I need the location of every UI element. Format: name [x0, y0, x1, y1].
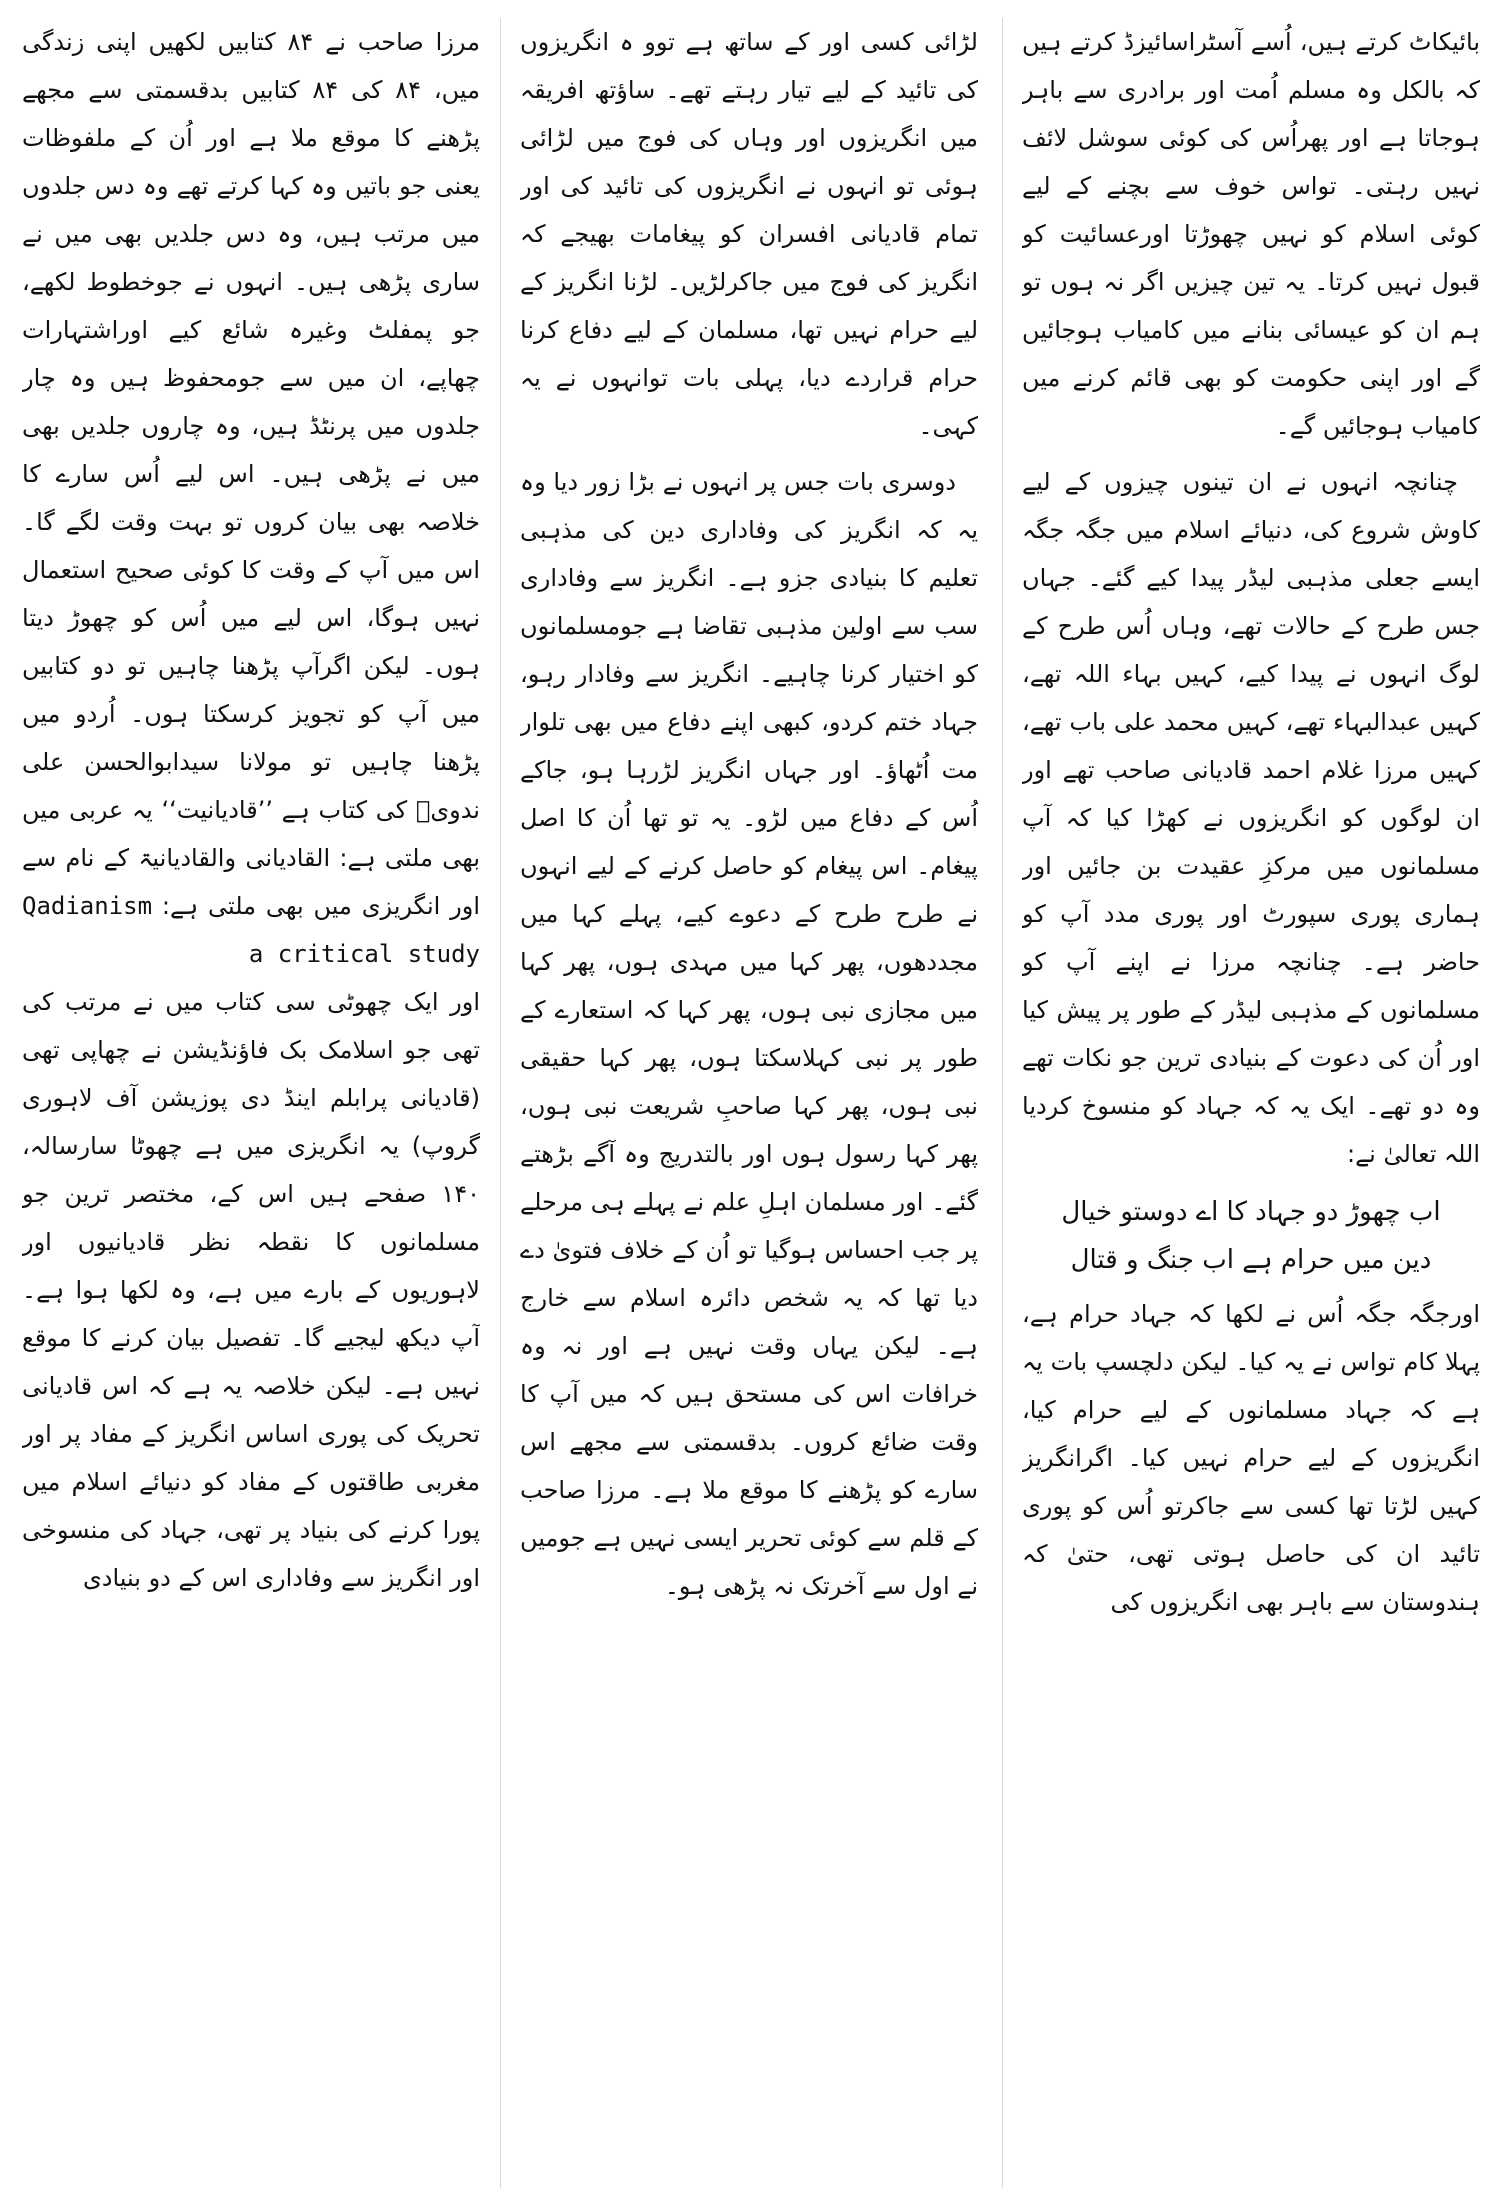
- paragraph: اور ایک چھوٹی سی کتاب میں نے مرتب کی تھی جو اسلامک بک فاؤنڈیشن نے چھاپی تھی (قادیانی پرابلم اینڈ دی پوزیشن آف لاہوری گروپ) یہ انگریزی میں ہے چھوٹا سارسالہ، ۱۴۰ صفحے ہیں اس کے، مختصر ترین جو مسلمانوں کا نقطہ نظر قادیانیوں اور لاہوریوں کے بارے میں ہے، وہ لکھا ہوا ہے۔ آپ دیکھ لیجیے گا۔ تفصیل بیان کرنے کا موقع نہیں ہے۔ لیکن خلاصہ یہ ہے کہ اس قادیانی تحریک کی پوری اساس انگریز کے مفاد پر اور مغربی طاقتوں کے مفاد کو دنیائے اسلام میں پورا کرنے کی بنیاد پر تھی، جہاد کی منسوخی اور انگریز سے وفاداری اس کے دو بنیادی: [22, 988, 480, 1592]
- paragraph-text: مرزا صاحب نے ۸۴ کتابیں لکھیں اپنی زندگی میں، ۸۴ کی ۸۴ کتابیں بدقسمتی سے مجھے پڑھنے کا موقع ملا ہے اور اُن کے ملفوظات یعنی جو باتیں وہ کہا کرتے تھے وہ دس جلدوں میں مرتب ہیں، وہ دس جلدیں بھی میں نے ساری پڑھی ہیں۔ انہوں نے جوخطوط لکھے، جو پمفلٹ وغیرہ شائع کیے اوراشتہارات چھاپے، ان میں سے جومحفوظ ہیں وہ چار جلدوں میں پرنٹڈ ہیں، وہ چاروں جلدیں بھی میں نے پڑھی ہیں۔ اس لیے اُس سارے کا خلاصہ بھی بیان کروں تو بہت وقت لگے گا۔ اس میں آپ کے وقت کا کوئی صحیح استعمال نہیں ہوگا، اس لیے میں اُس کو چھوڑ دیتا ہوں۔ لیکن اگرآپ پڑھنا چاہیں تو دو کتابیں میں آپ کو تجویز کرسکتا ہوں۔ اُردو میں پڑھنا چاہیں تو مولانا سیدابوالحسن علی ندویؒ کی کتاب ہے ’’قادیانیت‘‘ یہ عربی میں بھی ملتی ہے: القادیانی والقادیانیۃ کے نام سے اور انگریزی میں بھی ملتی ہے:: [22, 28, 480, 920]
- paragraph: اورجگہ جگہ اُس نے لکھا کہ جہاد حرام ہے، پہلا کام تواس نے یہ کیا۔ لیکن دلچسپ بات یہ ہے کہ جہاد مسلمانوں کے لیے حرام کیا، انگریزوں کے لیے حرام نہیں کیا۔ اگرانگریز کہیں لڑتا تھا کسی سے جاکرتو اُس کو پوری تائید ان کی حاصل ہوتی تھی، حتیٰ کہ ہندوستان سے باہر بھی انگریزوں کی: [1022, 1300, 1480, 1616]
- poem-verse: [1022, 1188, 1480, 1284]
- column-divider: [500, 18, 501, 2188]
- text-column-right: [1022, 18, 1480, 2188]
- paragraph: [22, 18, 480, 978]
- paragraph: لڑائی کسی اور کے ساتھ ہے توو ہ انگریزوں کی تائید کے لیے تیار رہتے تھے۔ ساؤتھ افریقہ میں انگریزوں اور وہاں کی فوج میں لڑائی ہوئی تو انہوں نے انگریزوں کی تائید کی اور تمام قادیانی افسران کو پیغامات بھیجے کہ انگریز کی فوج میں جاکرلڑیں۔ لڑنا انگریز کے لیے حرام نہیں تھا، مسلمان کے لیے دفاع کرنا حرام قراردے دیا، پہلی بات توانہوں نے یہ کہی۔: [520, 28, 978, 440]
- column-divider: [1002, 18, 1003, 2188]
- paragraph: بائیکاٹ کرتے ہیں، اُسے آسٹراسائیزڈ کرتے ہیں کہ بالکل وہ مسلم اُمت اور برادری سے باہر ہوجاتا ہے اور پھراُس کی کوئی سوشل لائف نہیں رہتی۔ تواس خوف سے بچنے کے لیے کوئی اسلام کو نہیں چھوڑتا اورعسائیت کو قبول نہیں کرتا۔ یہ تین چیزیں اگر نہ ہوں تو ہم ان کو عیسائی بنانے میں کامیاب ہوجائیں گے اور اپنی حکومت کو بھی قائم کرنے میں کامیاب ہوجائیں گے۔: [1022, 28, 1480, 440]
- paragraph: چنانچہ انہوں نے ان تینوں چیزوں کے لیے کاوش شروع کی، دنیائے اسلام میں جگہ جگہ ایسے جعلی مذہبی لیڈر پیدا کیے گئے۔ جہاں جس طرح کے حالات تھے، وہاں اُس طرح کے لوگ انہوں نے پیدا کیے، کہیں بہاء اللہ تھے، کہیں عبدالبہاء تھے، کہیں محمد علی باب تھے، کہیں مرزا غلام احمد قادیانی صاحب تھے اور ان لوگوں کو انگریزوں نے کھڑا کیا کہ آپ مسلمانوں میں مرکزِ عقیدت بن جائیں اور ہماری پوری سپورٹ اور پوری مدد آپ کو حاضر ہے۔ چنانچہ مرزا نے اپنے آپ کو مسلمانوں کے مذہبی لیڈر کے طور پر پیش کیا اور اُن کی دعوت کے بنیادی ترین جو نکات تھے وہ دو تھے۔ ایک یہ کہ جہاد کو منسوخ کردیا اللہ تعالیٰ نے:: [1022, 468, 1480, 1168]
- text-column-middle: [520, 18, 978, 2188]
- poem-line: دین میں حرام ہے اب جنگ و قتال: [1070, 1245, 1432, 1275]
- poem-line: اب چھوڑ دو جہاد کا اے دوستو خیال: [1061, 1197, 1441, 1227]
- english-book-title: Qadianism a critical study: [22, 892, 480, 968]
- paragraph: دوسری بات جس پر انہوں نے بڑا زور دیا وہ یہ کہ انگریز کی وفاداری دین کی مذہبی تعلیم کا بنیادی جزو ہے۔ انگریز سے وفاداری سب سے اولین مذہبی تقاضا ہے جومسلمانوں کو اختیار کرنا چاہیے۔ انگریز سے وفادار رہو، جہاد ختم کردو، کبھی اپنے دفاع میں بھی تلوار مت اُٹھاؤ۔ اور جہاں انگریز لڑرہا ہو، جاکے اُس کے دفاع میں لڑو۔ یہ تو تھا اُن کا اصل پیغام۔ اس پیغام کو حاصل کرنے کے لیے انہوں نے طرح طرح کے دعوے کیے، پہلے کہا میں مجددھوں، پھر کہا میں مہدی ہوں، پھر کہا میں مجازی نبی ہوں، پھر کہا کہ استعارے کے طور پر نبی کہلاسکتا ہوں، پھر کہا حقیقی نبی ہوں، پھر کہا صاحبِ شریعت نبی ہوں، پھر کہا رسول ہوں اور بالتدریج وہ آگے بڑھتے گئے۔ اور مسلمان اہلِ علم نے پہلے ہی مرحلے پر جب احساس ہوگیا تو اُن کے خلاف فتویٰ دے دیا تھا کہ یہ شخص دائرہ اسلام سے خارج ہے۔ لیکن یہاں وقت نہیں ہے اور نہ وہ خرافات اس کی مستحق ہیں کہ میں آپ کا وقت ضائع کروں۔ بدقسمتی سے مجھے اس سارے کو پڑھنے کا موقع ملا ہے۔ مرزا صاحب کے قلم سے کوئی تحریر ایسی نہیں ہے جومیں نے اول سے آخرتک نہ پڑھی ہو۔: [520, 468, 978, 1600]
- text-column-left: [22, 18, 480, 2188]
